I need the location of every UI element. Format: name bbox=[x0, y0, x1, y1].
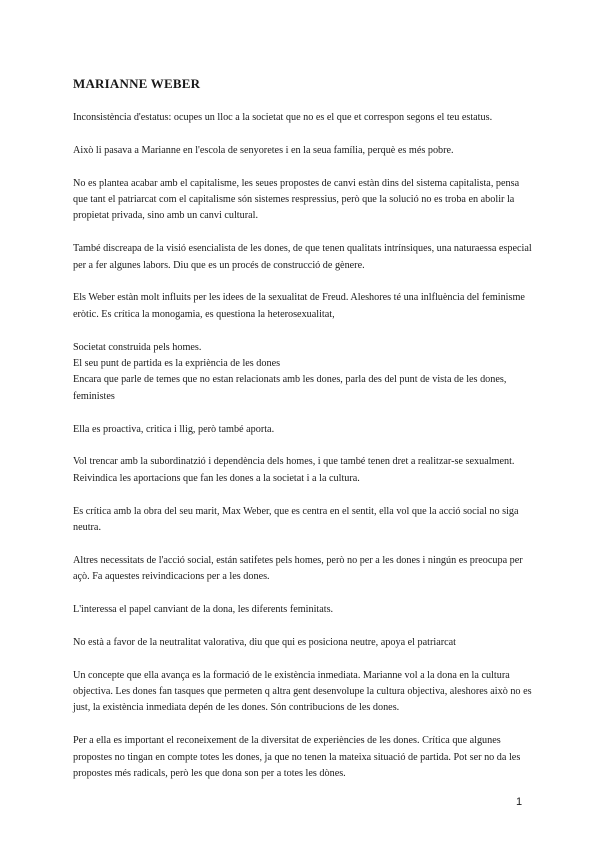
paragraph-max-weber: Es crítica amb la obra del seu marit, Max Weber, que es centra en el sentit, ella vol que la acció social no siga neutra. bbox=[73, 505, 519, 534]
document-title: MARIANNE WEBER bbox=[73, 76, 201, 91]
list-block bbox=[73, 340, 535, 406]
paragraph-social-action: Altres necessitats de l'acció social, están satifetes pels homes, però no per a les dones i ningún es preocupa per açò. Fa aquestes reivindicacions per a les dones. bbox=[73, 554, 523, 583]
paragraph-immediate-existence: Un concepte que ella avança es la formació de le existència inmediata. Marianne vol a la dona en la cultura objectiva. Les dones fan tasques que permeten q altra gent desenvolupe la cultura objectiva, aleshores això no es just, la existència inmediata depén de les dones. Són contribucions de les dones. bbox=[73, 669, 532, 714]
paragraph-neutrality: No està a favor de la neutralitat valorativa, diu que qui es posiciona neutre, apoya el patriarcat bbox=[73, 636, 457, 648]
paragraph-marianne-school: Això li pasava a Marianne en l'escola de senyoretes i en la seua família, perquè es més pobre. bbox=[73, 144, 454, 156]
paragraph-diversity: Per a ella es important el reconeixement de la diversitat de experiències de les dones. Crítica que algunes propostes no tingan en compte totes les dones, ja que no tenen la mateixa situació de partida. Pot ser no da les propostes més radicals, però les que dona son per a totes les dònes. bbox=[73, 735, 521, 780]
paragraph-capitalism: No es plantea acabar amb el capitalisme, les seues propostes de canvi estàn dins del sistema capitalista, pensa que tant el patriarcat com el capitalisme són sistemes respressius, però que la solució no es troba en abolir la propietat privada, sino amb un canvi cultural. bbox=[73, 177, 520, 222]
paragraph-freud-influence: Els Weber estàn molt influits per les idees de la sexualitat de Freud. Aleshores té una inlfluència del feminisme eròtic. Es crítica la monogamia, es questiona la heterosexualitat, bbox=[73, 292, 525, 320]
paragraph-femininities: L'interessa el papel canviant de la dona, les diferents feminitats. bbox=[73, 604, 334, 616]
page-number: 1 bbox=[516, 796, 523, 808]
list-item-viewpoint: Encara que parle de temes que no estan relacionats amb les dones, parla des del punt de vista de les dones, feministes bbox=[73, 374, 507, 402]
paragraph-proactive: Ella es proactiva, critica i llig, però també aporta. bbox=[73, 423, 275, 435]
paragraph-status-inconsistency: Inconsistència d'estatus: ocupes un lloc a la societat que no es el que et correspon segons el teu estatus. bbox=[73, 112, 493, 123]
document-body bbox=[73, 110, 535, 782]
paragraph-essentialism: També discreapa de la visió esencialista de les dones, de que tenen qualitats intrínsiques, una naturaessa especial per a fer algunes labors. Diu que es un procés de construcció de gènere. bbox=[73, 243, 532, 271]
list-item-society: Societat construida pels homes. bbox=[73, 341, 202, 353]
list-item-starting-point: El seu punt de partida es la expriència de les dones bbox=[73, 358, 281, 370]
paragraph-subordination: Vol trencar amb la subordinatzió i dependència dels homes, i que també tenen dret a realitzar-se sexualment. Reivindica les aportacions que fan les dones a la societat i a la cultura. bbox=[73, 456, 515, 484]
